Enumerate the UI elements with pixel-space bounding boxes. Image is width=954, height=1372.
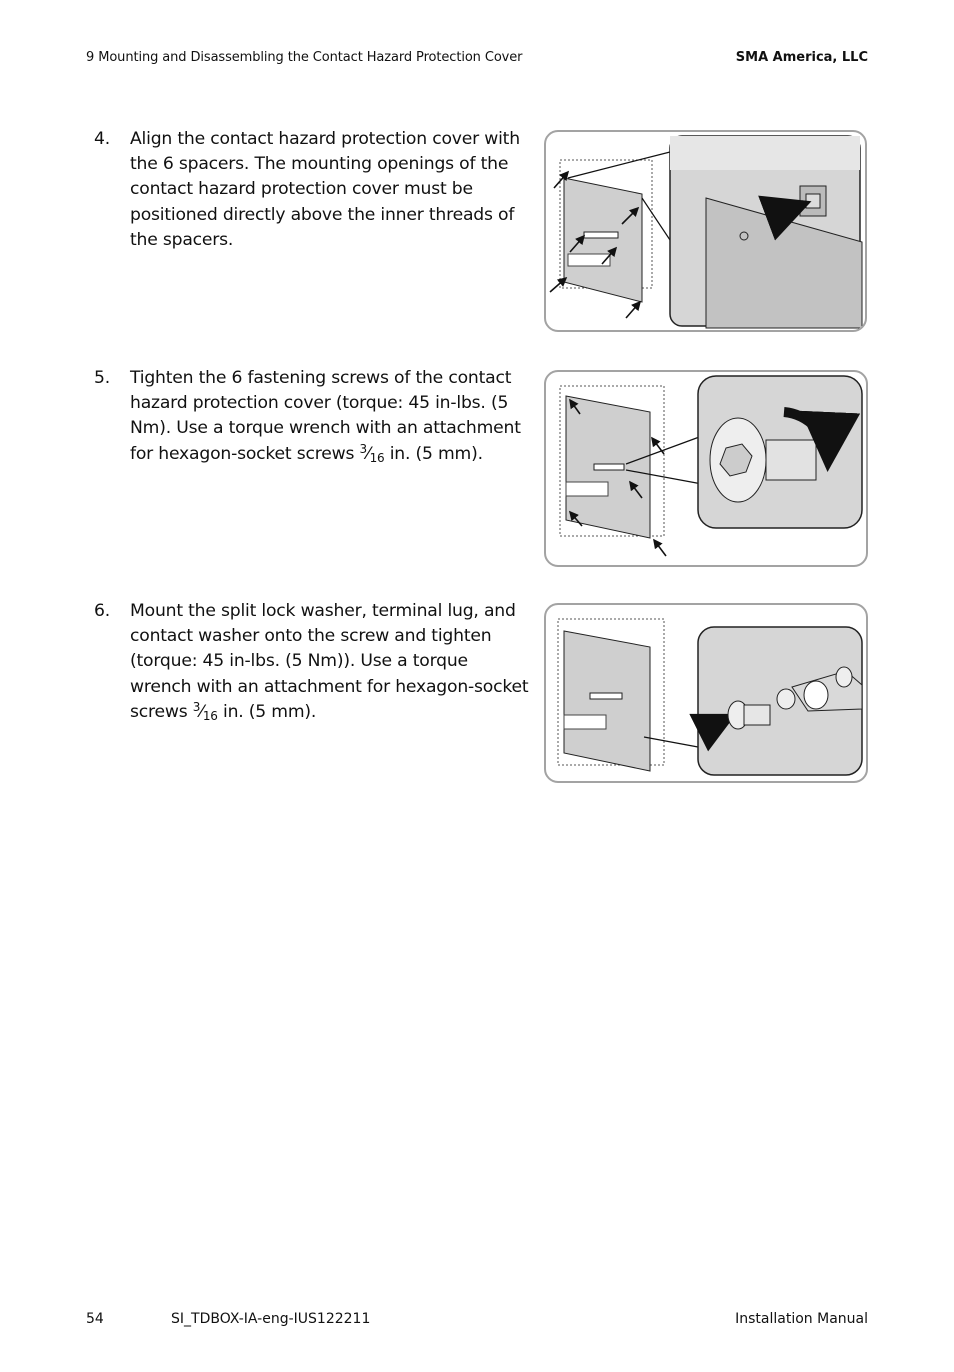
fraction-denominator: 16 bbox=[369, 450, 385, 465]
step-6 bbox=[94, 599, 534, 725]
fraction-numerator: 3 bbox=[359, 441, 367, 456]
running-header-chapter: 9 Mounting and Disassembling the Contact Hazard Protection Cover bbox=[86, 50, 523, 65]
step-text: Mount the split lock washer, terminal lug, and contact washer onto the screw and tighten (torque: 45 in-lbs. (5 Nm)). Use a torque wrench with an attachment for hexagon-socket screws $^3⁄_{16}$ in. (5 mm). bbox=[130, 601, 529, 723]
step-text-main: Tighten the 6 fastening screws of the contact hazard protection cover (torque: 45 in-lbs. (5 Nm). Use a torque wrench with an attachment for hexagon-socket screws bbox=[130, 368, 521, 464]
step-text: Tighten the 6 fastening screws of the contact hazard protection cover (torque: 45 in-lbs. (5 Nm). Use a torque wrench with an attachment for hexagon-socket screws $^3⁄_{16}$ in. (5 mm). bbox=[130, 368, 521, 465]
illustration-align-cover bbox=[546, 132, 865, 330]
figure-tighten-screws bbox=[544, 370, 868, 567]
step-5 bbox=[94, 366, 534, 467]
running-header-company: SMA America, LLC bbox=[735, 50, 868, 65]
step-text-suffix: in. (5 mm). bbox=[217, 701, 317, 722]
footer-page-number: 54 bbox=[86, 1311, 104, 1327]
figure-mount-washer-lug bbox=[544, 603, 868, 783]
footer-doc-id: SI_TDBOX-IA-eng-IUS122211 bbox=[171, 1311, 371, 1327]
footer-doc-type: Installation Manual bbox=[735, 1311, 868, 1327]
step-text: Align the contact hazard protection cover with the 6 spacers. The mounting openings of the contact hazard protection cover must be positioned directly above the inner threads of the spacers. bbox=[130, 129, 520, 250]
step-4 bbox=[94, 127, 534, 253]
fraction-denominator: 16 bbox=[202, 708, 218, 723]
step-text-main: Mount the split lock washer, terminal lug, and contact washer onto the screw and tighten (torque: 45 in-lbs. (5 Nm)). Use a torque wrench with an attachment for hexagon-socket screws bbox=[130, 601, 529, 722]
step-number: 5. bbox=[94, 368, 110, 388]
illustration-tighten-screws bbox=[546, 372, 866, 565]
figure-align-cover bbox=[544, 130, 867, 332]
step-number: 6. bbox=[94, 601, 110, 621]
illustration-mount-washer-lug bbox=[546, 605, 866, 781]
fraction-numerator: 3 bbox=[192, 699, 201, 714]
step-number: 4. bbox=[94, 129, 110, 149]
step-text-suffix: in. (5 mm). bbox=[384, 443, 483, 464]
